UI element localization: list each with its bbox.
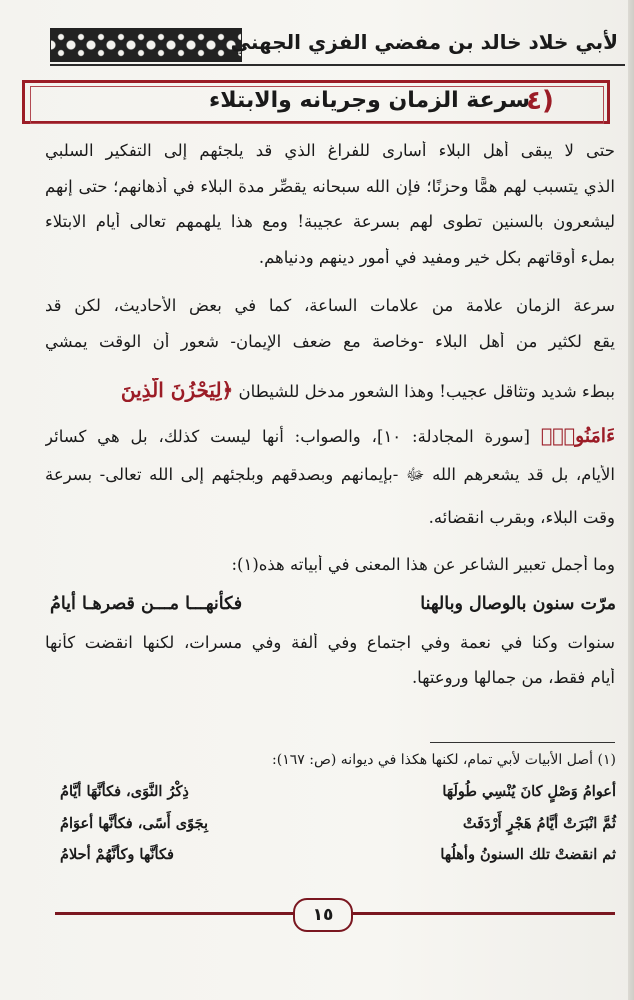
body-line: وما أجمل تعبير الشاعر عن هذا المعنى في أبياته هذه(١): xyxy=(231,555,615,574)
footer-rule-left xyxy=(55,912,293,915)
body-line: ليشعرون بالسنين تطوى لهم بسرعة عجيبة! ومع هذا يلهمهم تعالى أيام الابتلاء xyxy=(45,212,615,231)
body-text: ببطء شديد وتثاقل عجيب! وهذا الشعور مدخل للشيطان xyxy=(238,382,615,401)
footnote-verse-left: ذِكْرُ النَّوَى، فكأنَّهَا أيَّامُ xyxy=(60,783,189,800)
body-line-with-ayah xyxy=(45,425,615,447)
body-line: وقت البلاء، وبقرب انقضائه. xyxy=(428,508,615,527)
chapter-number: ٤) xyxy=(526,86,554,116)
header-divider xyxy=(50,64,625,66)
page-edge xyxy=(628,0,634,1000)
footnote-verse-right: ثم انقضتْ تلك السنونُ وأهلُها xyxy=(440,846,616,863)
body-line: الذي يتسبب لهم همًّا وحزنًا؛ فإن الله سبحانه يقصِّر مدة البلاء في أذهانهم؛ حتى إنهم xyxy=(45,177,615,196)
poem-hemistich-right: مرّت سنون بالوصال وبالهنا xyxy=(420,594,616,614)
body-text: [سورة المجادلة: ١٠]، والصواب: أنها ليست كذلك، بل هي كسائر xyxy=(45,427,530,446)
body-line: بملء أوقاتهم بكل خير ومفيد في أمور دينهم ودنياهم. xyxy=(258,248,615,267)
body-line: أيام فقط، من جمالها وروعتها. xyxy=(411,668,615,687)
footnote-verse-right: ثُمَّ انْبَرَتْ أيَّامُ هَجْرٍ أَرْدَفَتْ xyxy=(462,815,616,832)
footnote-divider xyxy=(430,742,615,743)
body-line: سنوات وكنا في نعمة وفي اجتماع وفي ألفة وفي مسرات، لكنها انقضت كأنها xyxy=(45,633,615,652)
page-number: ١٥ xyxy=(293,898,353,932)
footnote-verse-left: بِجَوًى أَسًى، فكأنَّها أعوَامُ xyxy=(60,815,208,832)
body-line: الأيام، بل قد يشعرهم الله ﷻ -بإيمانهم وبصدقهم وبلجئهم إلى الله تعالى- بسرعة xyxy=(45,465,615,484)
footnote-text: (١) أصل الأبيات لأبي تمام، لكنها هكذا في ديوانه (ص: ١٦٧): xyxy=(272,752,616,768)
chapter-title: سرعة الزمان وجريانه والابتلاء xyxy=(209,88,530,113)
footnote-verse-left: فكأنَّها وكأنَّهُمْ أحلامُ xyxy=(60,846,174,863)
footnote-verse-right: أعوامُ وَصْلٍ كانَ يُنْسِي طُولَهَا xyxy=(442,783,616,800)
body-line: سرعة الزمان علامة من علامات الساعة، كما في بعض الأحاديث، لكن قد xyxy=(45,296,615,315)
quran-verse-end: ءَامَنُوا۟﴾ xyxy=(540,425,615,447)
body-line-with-ayah xyxy=(45,378,615,402)
quran-verse: ﴿لِيَحْزُنَ الَّذِينَ xyxy=(120,378,234,402)
running-header-author: لأبي خلاد خالد بن مفضي الفزي الجهني xyxy=(230,30,618,54)
body-line: يقع لكثير من أهل البلاء -وخاصة مع ضعف الإيمان- شعور أن الوقت يمشي xyxy=(45,332,615,351)
footer-rule-right xyxy=(353,912,615,915)
poem-hemistich-left: فكأنهـــا مـــن قصرهـا أيامُ xyxy=(50,594,243,614)
header-ornament xyxy=(50,28,242,62)
body-line: حتى لا يبقى أهل البلاء أسارى للفراغ الذي قد يلجئهم إلى التفكير السلبي xyxy=(45,141,615,160)
